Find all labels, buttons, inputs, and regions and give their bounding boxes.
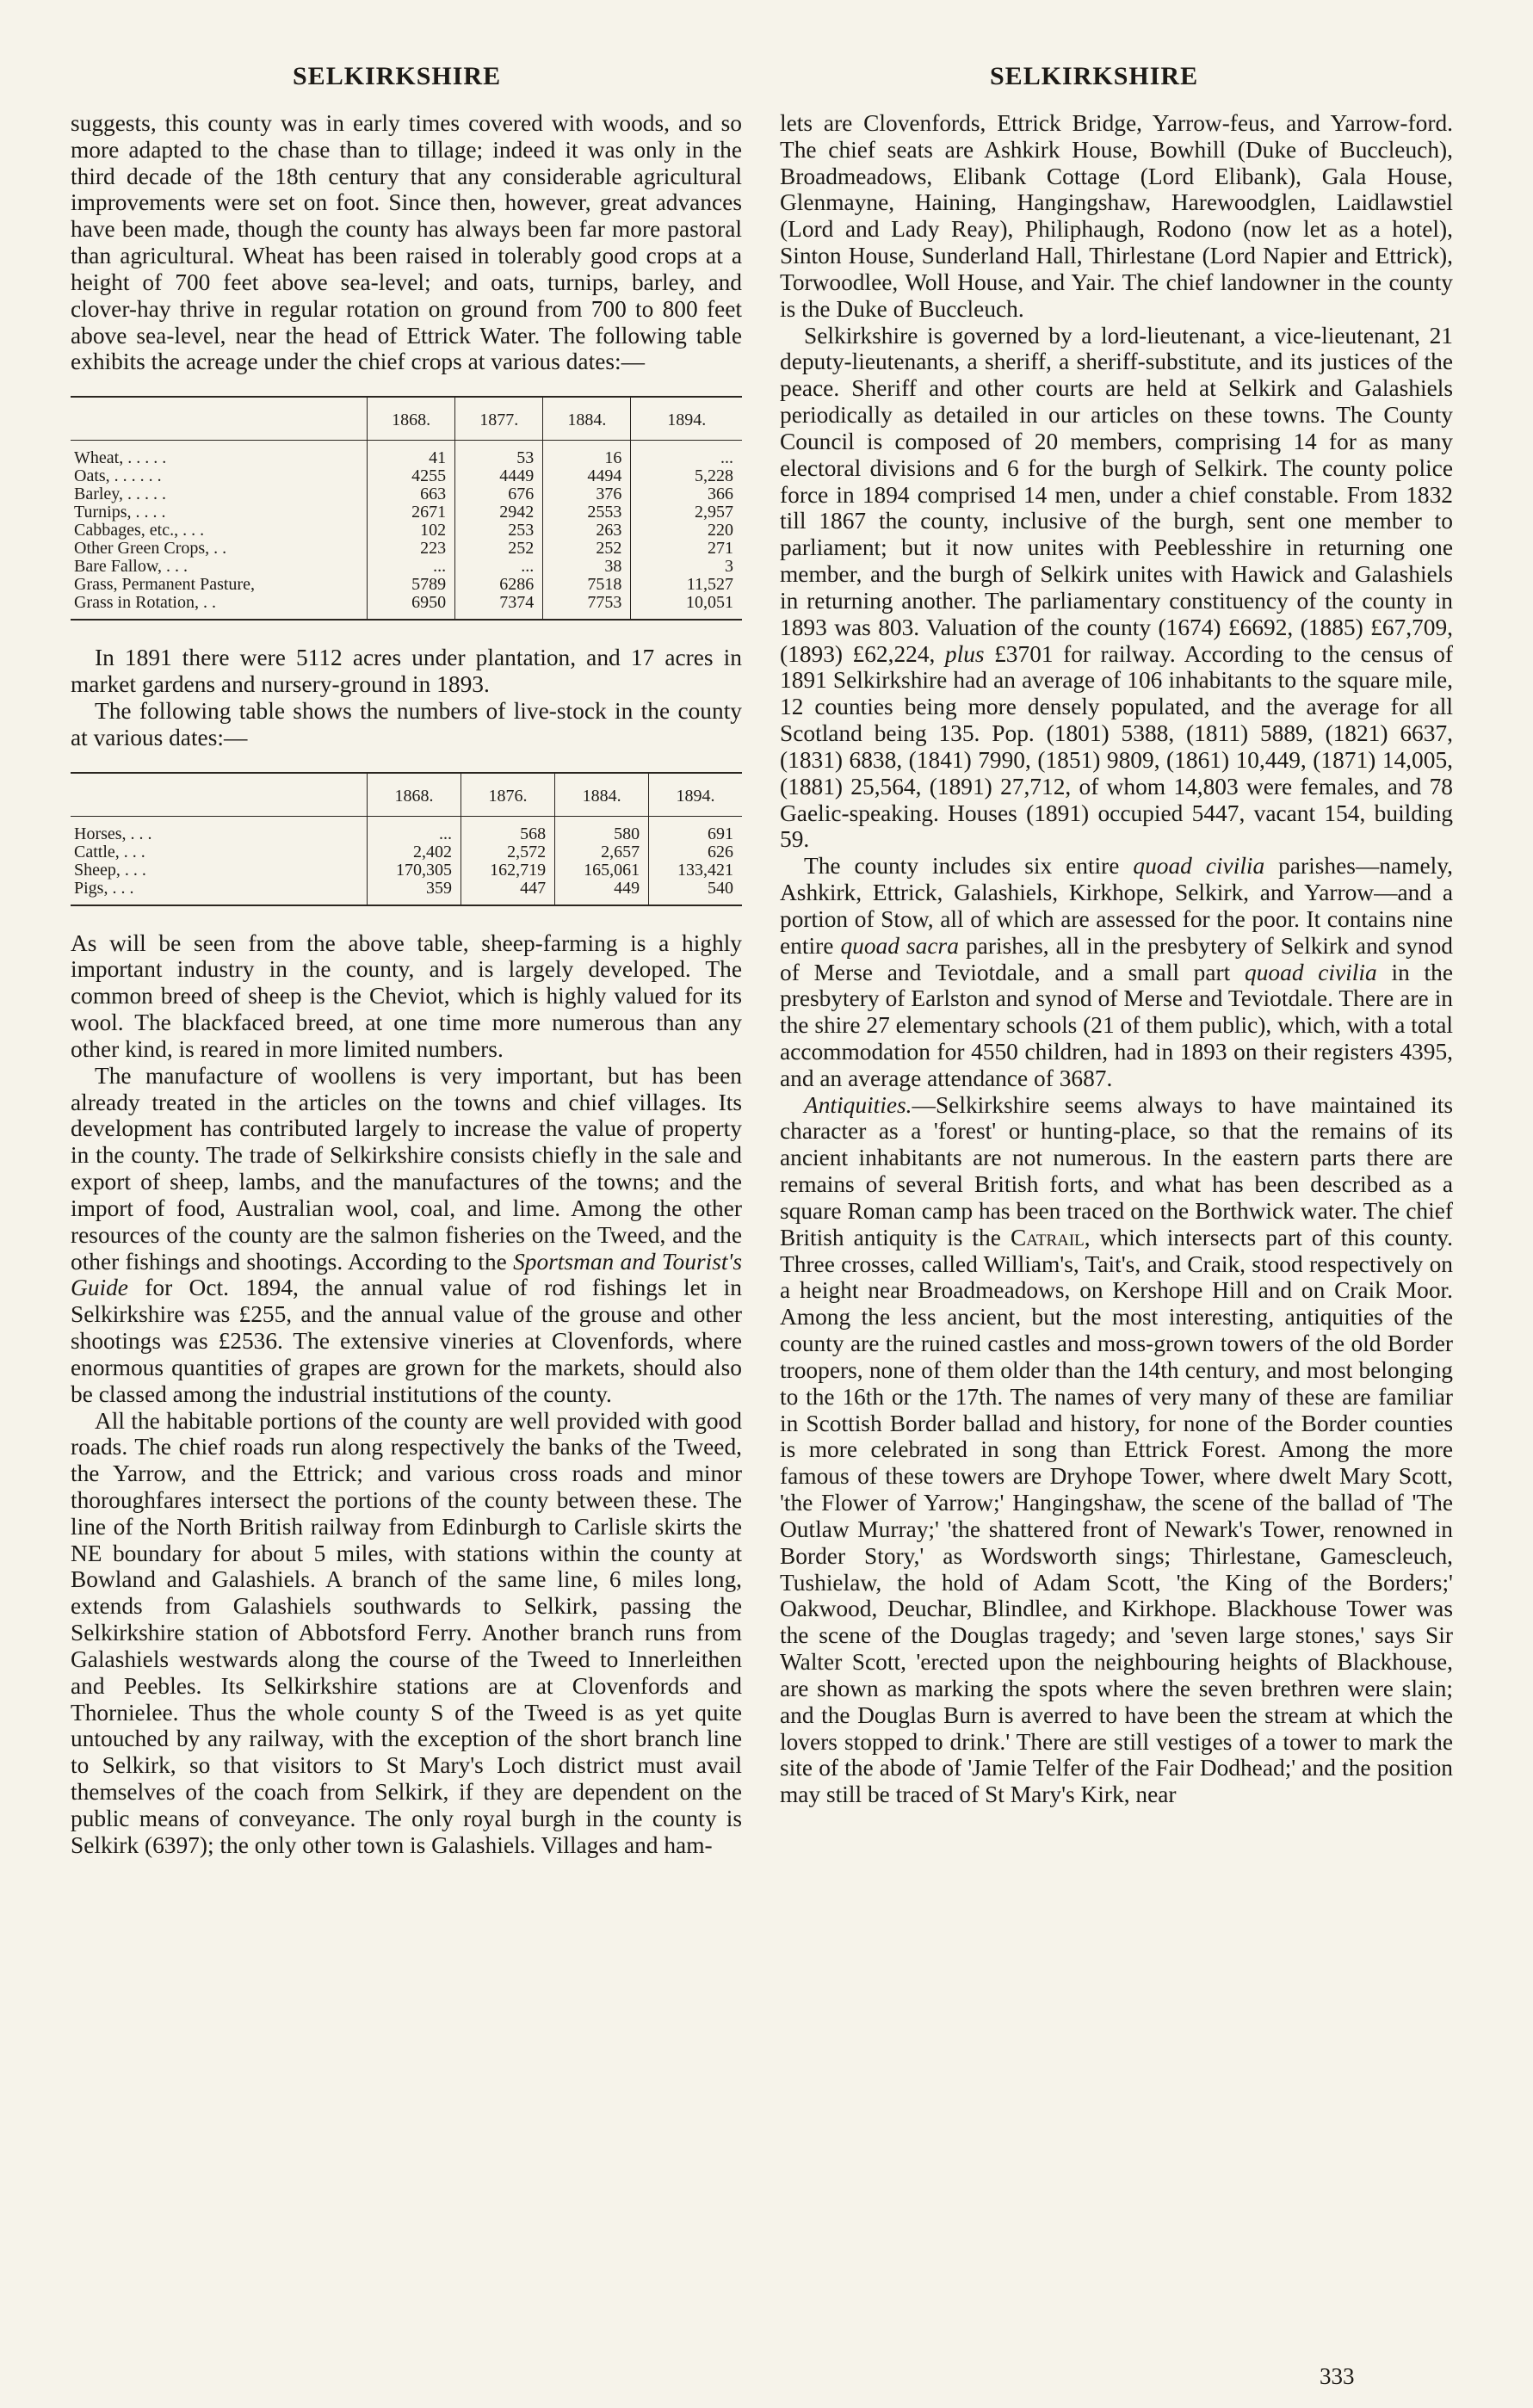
table-cell: 6286 xyxy=(455,576,543,594)
table-cell: 223 xyxy=(368,540,455,558)
text-span: , which intersects part of this county. Three crosses, called William's, Tait's, and Craik, stood respectively on a height near Broadmeadows, on Kershope Hill and on Craik Moor. Among the less ancient, but the most interesting, antiquities of the county are the ruined castles and moss-grown towers of the old Border troopers, none of them older than the 14th century, and most belonging to the 16th or the 17th. The names of very many of these are familiar in Scottish Border ballad and history, for none of the Border counties is more celebrated in song than Ettrick Forest. Among the more famous of these towers are Dryhope Tower, where dwelt Mary Scott, 'the Flower of Yarrow;' Hangingshaw, the scene of the ballad of 'The Outlaw Murray;' 'the shattered front of Newark's Tower, renowned in Border Story,' as Wordsworth sings; Thirlestane, Gamescleuch, Tushielaw, the hold of Adam Scott, 'the King of the Borders;' Oakwood, Deuchar, Blindlee, and Kirkhope. Blackhouse Tower was the scene of the Douglas tragedy; and 'seven large stones,' says Sir Walter Scott, 'erected upon the neighbouring heights of Blackhouse, are shown as marking the spots where the seven brethren were slain; and the Douglas Burn is averred to have been the stream at which the lovers stopped to drink.' There are still vestiges of a tower to mark the site of the abode of 'Jamie Telfer of the Fair Dodhead;' and the position may still be traced of St Mary's Kirk, near xyxy=(780,1224,1453,1808)
table-row xyxy=(71,594,742,620)
table-cell: 162,719 xyxy=(461,861,555,880)
column-header: 1894. xyxy=(631,397,742,441)
right-column xyxy=(780,110,1453,1808)
paragraph-manufacture xyxy=(71,1063,742,1408)
table-cell: 568 xyxy=(461,816,555,843)
text-span: The manufacture of woollens is very important, but has been already treated in the articles on the towns and chief villages. Its development has contributed largely to increase the value of property in the county. The trade of Selkirkshire consists chiefly in the sale and export of sheep, lambs, and the manufactures of the towns; and the import of food, Australian wool, coal, and lime. Among the other resources of the county are the salmon fisheries on the Tweed, and the other fishings and shootings. According to the xyxy=(71,1062,742,1275)
text-span: parishes, all in the presbytery of Selkirk and synod of Merse and Teviotdale, and a small part xyxy=(780,932,1453,985)
table-cell: 4494 xyxy=(543,467,631,485)
table-row xyxy=(71,576,742,594)
table-cell: 11,527 xyxy=(631,576,742,594)
table-cell: 376 xyxy=(543,485,631,503)
left-column xyxy=(71,110,742,1859)
table-row xyxy=(71,880,742,905)
table-cell: 41 xyxy=(368,441,455,468)
text-span: The county includes six entire xyxy=(804,853,1134,880)
table-cell: 2671 xyxy=(368,503,455,522)
table-cell: 626 xyxy=(649,843,742,861)
row-label: Oats, . . . . . . xyxy=(74,466,162,486)
row-label: Bare Fallow, . . . xyxy=(74,557,189,577)
table-cell: 5,228 xyxy=(631,467,742,485)
table-cell: 2942 xyxy=(455,503,543,522)
table-cell: 10,051 xyxy=(631,594,742,620)
table-row xyxy=(71,861,742,880)
table-header-row xyxy=(71,773,742,817)
table-cell: 4255 xyxy=(368,467,455,485)
table-cell: 53 xyxy=(455,441,543,468)
column-header: 1868. xyxy=(368,773,461,817)
row-label: Horses, . . . xyxy=(74,824,152,843)
table-cell: 691 xyxy=(649,816,742,843)
table-cell: 252 xyxy=(455,540,543,558)
table-row xyxy=(71,441,742,468)
text-span: Selkirkshire is governed by a lord-lieutenant, a vice-lieutenant, 21 deputy-lieutenants, a sheriff, a sheriff-substitute, and its justices of the peace. Sheriff and other courts are held at Selkirk and Galashiels periodically as detailed in our articles on these towns. The County Council is composed of 20 members, comprising 14 for as many electoral divisions and 6 for the burgh of Selkirk. The county police force in 1894 comprised 14 men, under a chief constable. From 1832 till 1867 the county, inclusive of the burgh, sent one member to parliament; but it now unites with Peeblesshire in returning one member, and the burgh of Selkirk unites with Hawick and Galashiels in returning another. The parliamentary constituency of the county in 1893 was 803. Valuation of the county (1674) £6692, (1885) £67,709, (1893) £62,224, xyxy=(780,322,1453,667)
column-header: 1877. xyxy=(455,397,543,441)
table-cell: 366 xyxy=(631,485,742,503)
table-cell: 5789 xyxy=(368,576,455,594)
table-row xyxy=(71,467,742,485)
italic-term: quoad civilia xyxy=(1245,959,1377,985)
row-label: Grass in Rotation, . . xyxy=(74,593,216,613)
row-label: Turnips, . . . . xyxy=(74,503,166,522)
table-cell: 2,402 xyxy=(368,843,461,861)
paragraph-sheep: As will be seen from the above table, sheep-farming is a highly important industry in the county, and is largely developed. The common breed of sheep is the Cheviot, which is highly valued for its wool. The blackfaced breed, at one time more numerous than any other kind, is reared in more limited numbers. xyxy=(71,929,742,1062)
table-cell: 253 xyxy=(455,522,543,540)
table-cell: 2,657 xyxy=(555,843,649,861)
paragraph-roads: All the habitable portions of the county are well provided with good roads. The chief roads run along respectively the banks of the Tweed, the Yarrow, and the Ettrick; and various cross roads and minor thoroughfares intersect the portions of the county between these. The line of the North British railway from Edinburgh to Carlisle skirts the NE boundary for about 5 miles, with stations within the county at Bowland and Galashiels. A branch of the same line, 6 miles long, extends from Galashiels southwards to Selkirk, passing the Selkirkshire station of Abbotsford Ferry. Another branch runs from Galashiels westwards along the course of the Tweed to Innerleithen and Peebles. Its Selkirkshire stations are at Clovenfords and Thornielee. Thus the whole county S of the Tweed is as yet quite untouched by any railway, with the exception of the short branch line to Selkirk, so that visitors to St Mary's Loch district must avail themselves of the coach from Selkirk, if they are dependent on the public means of conveyance. The only royal burgh in the county is Selkirk (6397); the only other town is Galashiels. Villages and ham- xyxy=(71,1407,742,1858)
running-head-left: SELKIRKSHIRE xyxy=(293,62,502,90)
table-row xyxy=(71,843,742,861)
column-header: 1884. xyxy=(555,773,649,817)
text-span: —Selkirkshire seems always to have maintained its character as a 'forest' or hunting-place, so that the remains of its ancient inhabitants are not numerous. In the eastern parts there are remains of several British forts, and what has been described as a square Roman camp has been traced on the Borthwick water. The chief British antiquity is the xyxy=(780,1091,1453,1250)
table-cell: 7374 xyxy=(455,594,543,620)
text-span: parishes—namely, Ashkirk, Ettrick, Galashiels, Kirkhope, Selkirk, and Yarrow—and a portion of Stow, all of which are assessed for the poor. It contains nine entire xyxy=(780,853,1453,959)
table-cell: ... xyxy=(368,558,455,576)
column-header: 1894. xyxy=(649,773,742,817)
paragraph-livestock-intro: The following table shows the numbers of live-stock in the county at various dates:— xyxy=(71,697,742,750)
table-row xyxy=(71,485,742,503)
column-header: 1876. xyxy=(461,773,555,817)
table-cell: ... xyxy=(368,816,461,843)
table-cell: 2,572 xyxy=(461,843,555,861)
table-cell: 16 xyxy=(543,441,631,468)
table-cell: 359 xyxy=(368,880,461,905)
paragraph-government xyxy=(780,323,1453,854)
table-row xyxy=(71,503,742,522)
table-cell: 2,957 xyxy=(631,503,742,522)
table-cell: 7518 xyxy=(543,576,631,594)
publication-title: Sportsman and Tourist's Guide xyxy=(71,1248,742,1301)
row-label: Grass, Permanent Pasture, xyxy=(74,575,255,595)
table-row xyxy=(71,558,742,576)
italic-term: quoad sacra xyxy=(840,932,959,959)
table-cell: ... xyxy=(631,441,742,468)
row-label: Cabbages, etc., . . . xyxy=(74,521,205,540)
running-head-right: SELKIRKSHIRE xyxy=(990,62,1199,90)
table-cell: 271 xyxy=(631,540,742,558)
table-cell: 676 xyxy=(455,485,543,503)
paragraph-plantation: In 1891 there were 5112 acres under plantation, and 17 acres in market gardens and nursery-ground in 1893. xyxy=(71,645,742,698)
paragraph-seats: lets are Clovenfords, Ettrick Bridge, Yarrow-feus, and Yarrow-ford. The chief seats are Ashkirk House, Bowhill (Duke of Buccleuch), Broadmeadows, Elibank Cottage (Lord Elibank), Gala House, Glenmayne, Haining, Hangingshaw, Harewoodglen, Laidlawstiel (Lord and Lady Reay), Philiphaugh, Rodono (now let as a hotel), Sinton House, Sunderland Hall, Thirlestane (Lord Napier and Ettrick), Torwoodlee, Woll House, and Yair. The chief landowner in the county is the Duke of Buccleuch. xyxy=(780,110,1453,322)
table-cell: ... xyxy=(455,558,543,576)
table-cell: 220 xyxy=(631,522,742,540)
column-header xyxy=(71,397,368,441)
paragraph-agriculture: suggests, this county was in early times covered with woods, and so more adapted to the chase than to tillage; indeed it was only in the third decade of the 18th century that any considerable agricultural improvements were set on foot. Since then, however, great advances have been made, though the county has always been far more pastoral than agricultural. Wheat has been raised in tolerably good crops at a height of 700 feet above sea-level; and oats, turnips, barley, and clover-hay thrive in regular rotation on ground from 700 to 800 feet above sea-level, near the head of Ettrick Water. The following table exhibits the acreage under the chief crops at various dates:— xyxy=(71,110,742,375)
paragraph-antiquities xyxy=(780,1092,1453,1808)
table-cell: 2553 xyxy=(543,503,631,522)
table-cell: 6950 xyxy=(368,594,455,620)
table-cell: 170,305 xyxy=(368,861,461,880)
text-span: for Oct. 1894, the annual value of rod fishings let in Selkirkshire was £255, and the annual value of the grouse and other shootings was £2536. The extensive vineries at Clovenfords, where enormous quantities of grapes are grown for the markets, should also be classed among the industrial institutions of the county. xyxy=(71,1275,742,1407)
section-heading: Antiquities. xyxy=(804,1091,912,1118)
livestock-table xyxy=(71,772,742,906)
column-header xyxy=(71,773,368,817)
table-row xyxy=(71,522,742,540)
table-row xyxy=(71,816,742,843)
row-label: Pigs, . . . xyxy=(74,878,134,898)
row-label: Cattle, . . . xyxy=(74,842,145,861)
table-cell: 252 xyxy=(543,540,631,558)
table-cell: 4449 xyxy=(455,467,543,485)
table-cell: 447 xyxy=(461,880,555,905)
table-header-row xyxy=(71,397,742,441)
table-cell: 540 xyxy=(649,880,742,905)
small-caps-term: Catrail xyxy=(1010,1224,1085,1250)
table-cell: 7753 xyxy=(543,594,631,620)
italic-term: quoad civilia xyxy=(1133,853,1265,880)
row-label: Wheat, . . . . . xyxy=(74,448,167,468)
table-cell: 133,421 xyxy=(649,861,742,880)
table-cell: 38 xyxy=(543,558,631,576)
column-header: 1868. xyxy=(368,397,455,441)
table-cell: 663 xyxy=(368,485,455,503)
text-span: in the presbytery of Earlston and synod of Merse and Teviotdale. There are in the shire 27 elementary schools (21 of them public), which, with a total accommodation for 4550 children, had in 1893 on their registers 4395, and an average attendance of 3687. xyxy=(780,959,1453,1091)
crops-acreage-table xyxy=(71,396,742,621)
italic-term: plus xyxy=(944,640,985,667)
row-label: Sheep, . . . xyxy=(74,860,146,880)
row-label: Other Green Crops, . . xyxy=(74,539,227,559)
column-header: 1884. xyxy=(543,397,631,441)
table-cell: 449 xyxy=(555,880,649,905)
table-cell: 102 xyxy=(368,522,455,540)
text-span: £3701 for railway. According to the census of 1891 Selkirkshire had an average of 106 inhabitants to the square mile, 12 counties being more densely populated, and the average for all Scotland being 135. Pop. (1801) 5388, (1811) 5889, (1821) 6637, (1831) 6838, (1841) 7990, (1851) 9809, (1861) 10,449, (1871) 14,005, (1881) 25,564, (1891) 27,712, of whom 14,803 were females, and 78 Gaelic-speaking. Houses (1891) occupied 5447, vacant 154, building 59. xyxy=(780,640,1453,853)
paragraph-parishes xyxy=(780,853,1453,1091)
table-cell: 165,061 xyxy=(555,861,649,880)
table-cell: 3 xyxy=(631,558,742,576)
row-label: Barley, . . . . . xyxy=(74,485,167,504)
table-cell: 580 xyxy=(555,816,649,843)
table-cell: 263 xyxy=(543,522,631,540)
table-row xyxy=(71,540,742,558)
page-number: 333 xyxy=(1320,2363,1355,2389)
